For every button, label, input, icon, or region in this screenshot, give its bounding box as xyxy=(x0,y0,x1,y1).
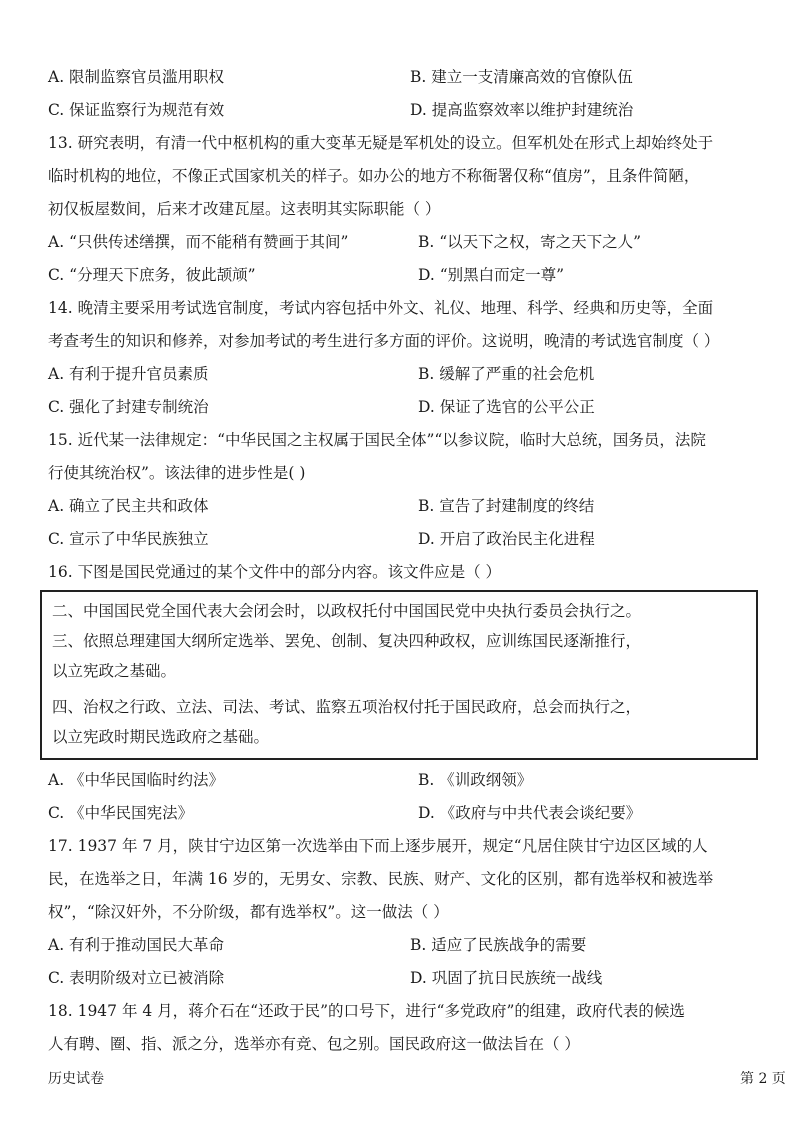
q15-stem-line1: 15. 近代某一法律规定：“中华民国之主权属于国民全体”“以参议院，临时大总统，国务员，法院 xyxy=(48,431,706,449)
q15-option-c: C. 宣示了中华民族独立 xyxy=(48,530,209,548)
q14-stem-line2: 考查考生的知识和修养，对参加考试的考生进行多方面的评价。这说明，晚清的考试选官制度（ ） xyxy=(48,332,720,350)
q16-option-c: C. 《中华民国宪法》 xyxy=(48,804,194,822)
q17-option-d: D. 巩固了抗日民族统一战线 xyxy=(410,969,603,987)
q18-stem-line1: 18. 1947 年 4 月，蒋介石在“还政于民”的口号下，进行“多党政府”的组建，政府代表的候选 xyxy=(48,1002,685,1020)
q16-option-d: D. 《政府与中共代表会谈纪要》 xyxy=(418,804,642,822)
q14-stem-line1: 14. 晚清主要采用考试选官制度，考试内容包括中外文、礼仪、地理、科学、经典和历史等，全面 xyxy=(48,299,714,317)
q12-option-c: C. 保证监察行为规范有效 xyxy=(48,101,225,119)
q17-option-a: A. 有利于推动国民大革命 xyxy=(48,936,225,954)
q17-stem-line2: 民，在选举之日，年满 16 岁的，无男女、宗教、民族、财产、文化的区别，都有选举权和被选举 xyxy=(48,870,714,888)
excerpt-line-1: 二、中国国民党全国代表大会闭会时，以政权托付中国国民党中央执行委员会执行之。 xyxy=(52,602,642,620)
footer-page-number: 第 2 页 xyxy=(740,1071,786,1087)
q16-stem: 16. 下图是国民党通过的某个文件中的部分内容。该文件应是（ ） xyxy=(48,563,502,581)
q15-option-a: A. 确立了民主共和政体 xyxy=(48,497,209,515)
excerpt-line-3: 以立宪政之基础。 xyxy=(52,662,177,680)
q13-option-d: D. “别黑白而定一尊” xyxy=(418,266,565,284)
q14-option-b: B. 缓解了严重的社会危机 xyxy=(418,365,595,383)
q15-stem-line2: 行使其统治权”。该法律的进步性是( ) xyxy=(48,464,306,482)
q16-option-a: A. 《中华民国临时约法》 xyxy=(48,771,225,789)
excerpt-line-4: 四、治权之行政、立法、司法、考试、监察五项治权付托于国民政府，总会而执行之， xyxy=(52,698,642,716)
q16-option-b: B. 《训政纲领》 xyxy=(418,771,533,789)
q17-option-c: C. 表明阶级对立已被消除 xyxy=(48,969,225,987)
q18-stem-line2: 人有聘、圈、指、派之分，选举亦有竞、包之别。国民政府这一做法旨在（ ） xyxy=(48,1035,580,1053)
q13-stem-line2: 临时机构的地位，不像正式国家机关的样子。如办公的地方不称衙署仅称“值房”，且条件简陋， xyxy=(48,167,700,185)
q13-option-c: C. “分理天下庶务，彼此颉颃” xyxy=(48,266,256,284)
excerpt-line-2: 三、依照总理建国大纲所定选举、罢免、创制、复决四种政权，应训练国民逐渐推行， xyxy=(52,632,642,650)
excerpt-line-5: 以立宪政时期民选政府之基础。 xyxy=(52,728,270,746)
q16-document-excerpt-box xyxy=(40,590,758,760)
q15-option-d: D. 开启了政治民主化进程 xyxy=(418,530,595,548)
q13-option-a: A. “只供传述缮撰，而不能稍有赞画于其间” xyxy=(48,233,349,251)
q12-option-a: A. 限制监察官员滥用职权 xyxy=(48,68,225,86)
q17-stem-line1: 17. 1937 年 7 月，陕甘宁边区第一次选举由下而上逐步展开，规定“凡居住陕甘宁边区区域的人 xyxy=(48,837,708,855)
q13-option-b: B. “以天下之权，寄之天下之人” xyxy=(418,233,642,251)
q14-option-c: C. 强化了封建专制统治 xyxy=(48,398,209,416)
footer-subject: 历史试卷 xyxy=(48,1071,104,1087)
q12-option-b: B. 建立一支清廉高效的官僚队伍 xyxy=(410,68,633,86)
q13-stem-line1: 13. 研究表明，有清一代中枢机构的重大变革无疑是军机处的设立。但军机处在形式上却始终处于 xyxy=(48,134,714,152)
q14-option-a: A. 有利于提升官员素质 xyxy=(48,365,209,383)
q17-option-b: B. 适应了民族战争的需要 xyxy=(410,936,587,954)
q15-option-b: B. 宣告了封建制度的终结 xyxy=(418,497,595,515)
q17-stem-line3: 权”，“除汉奸外，不分阶级，都有选举权”。这一做法（ ） xyxy=(48,903,449,921)
q12-option-d: D. 提高监察效率以维护封建统治 xyxy=(410,101,634,119)
q13-stem-line3: 初仅板屋数间，后来才改建瓦屋。这表明其实际职能（ ） xyxy=(48,200,441,218)
q14-option-d: D. 保证了选官的公平公正 xyxy=(418,398,595,416)
